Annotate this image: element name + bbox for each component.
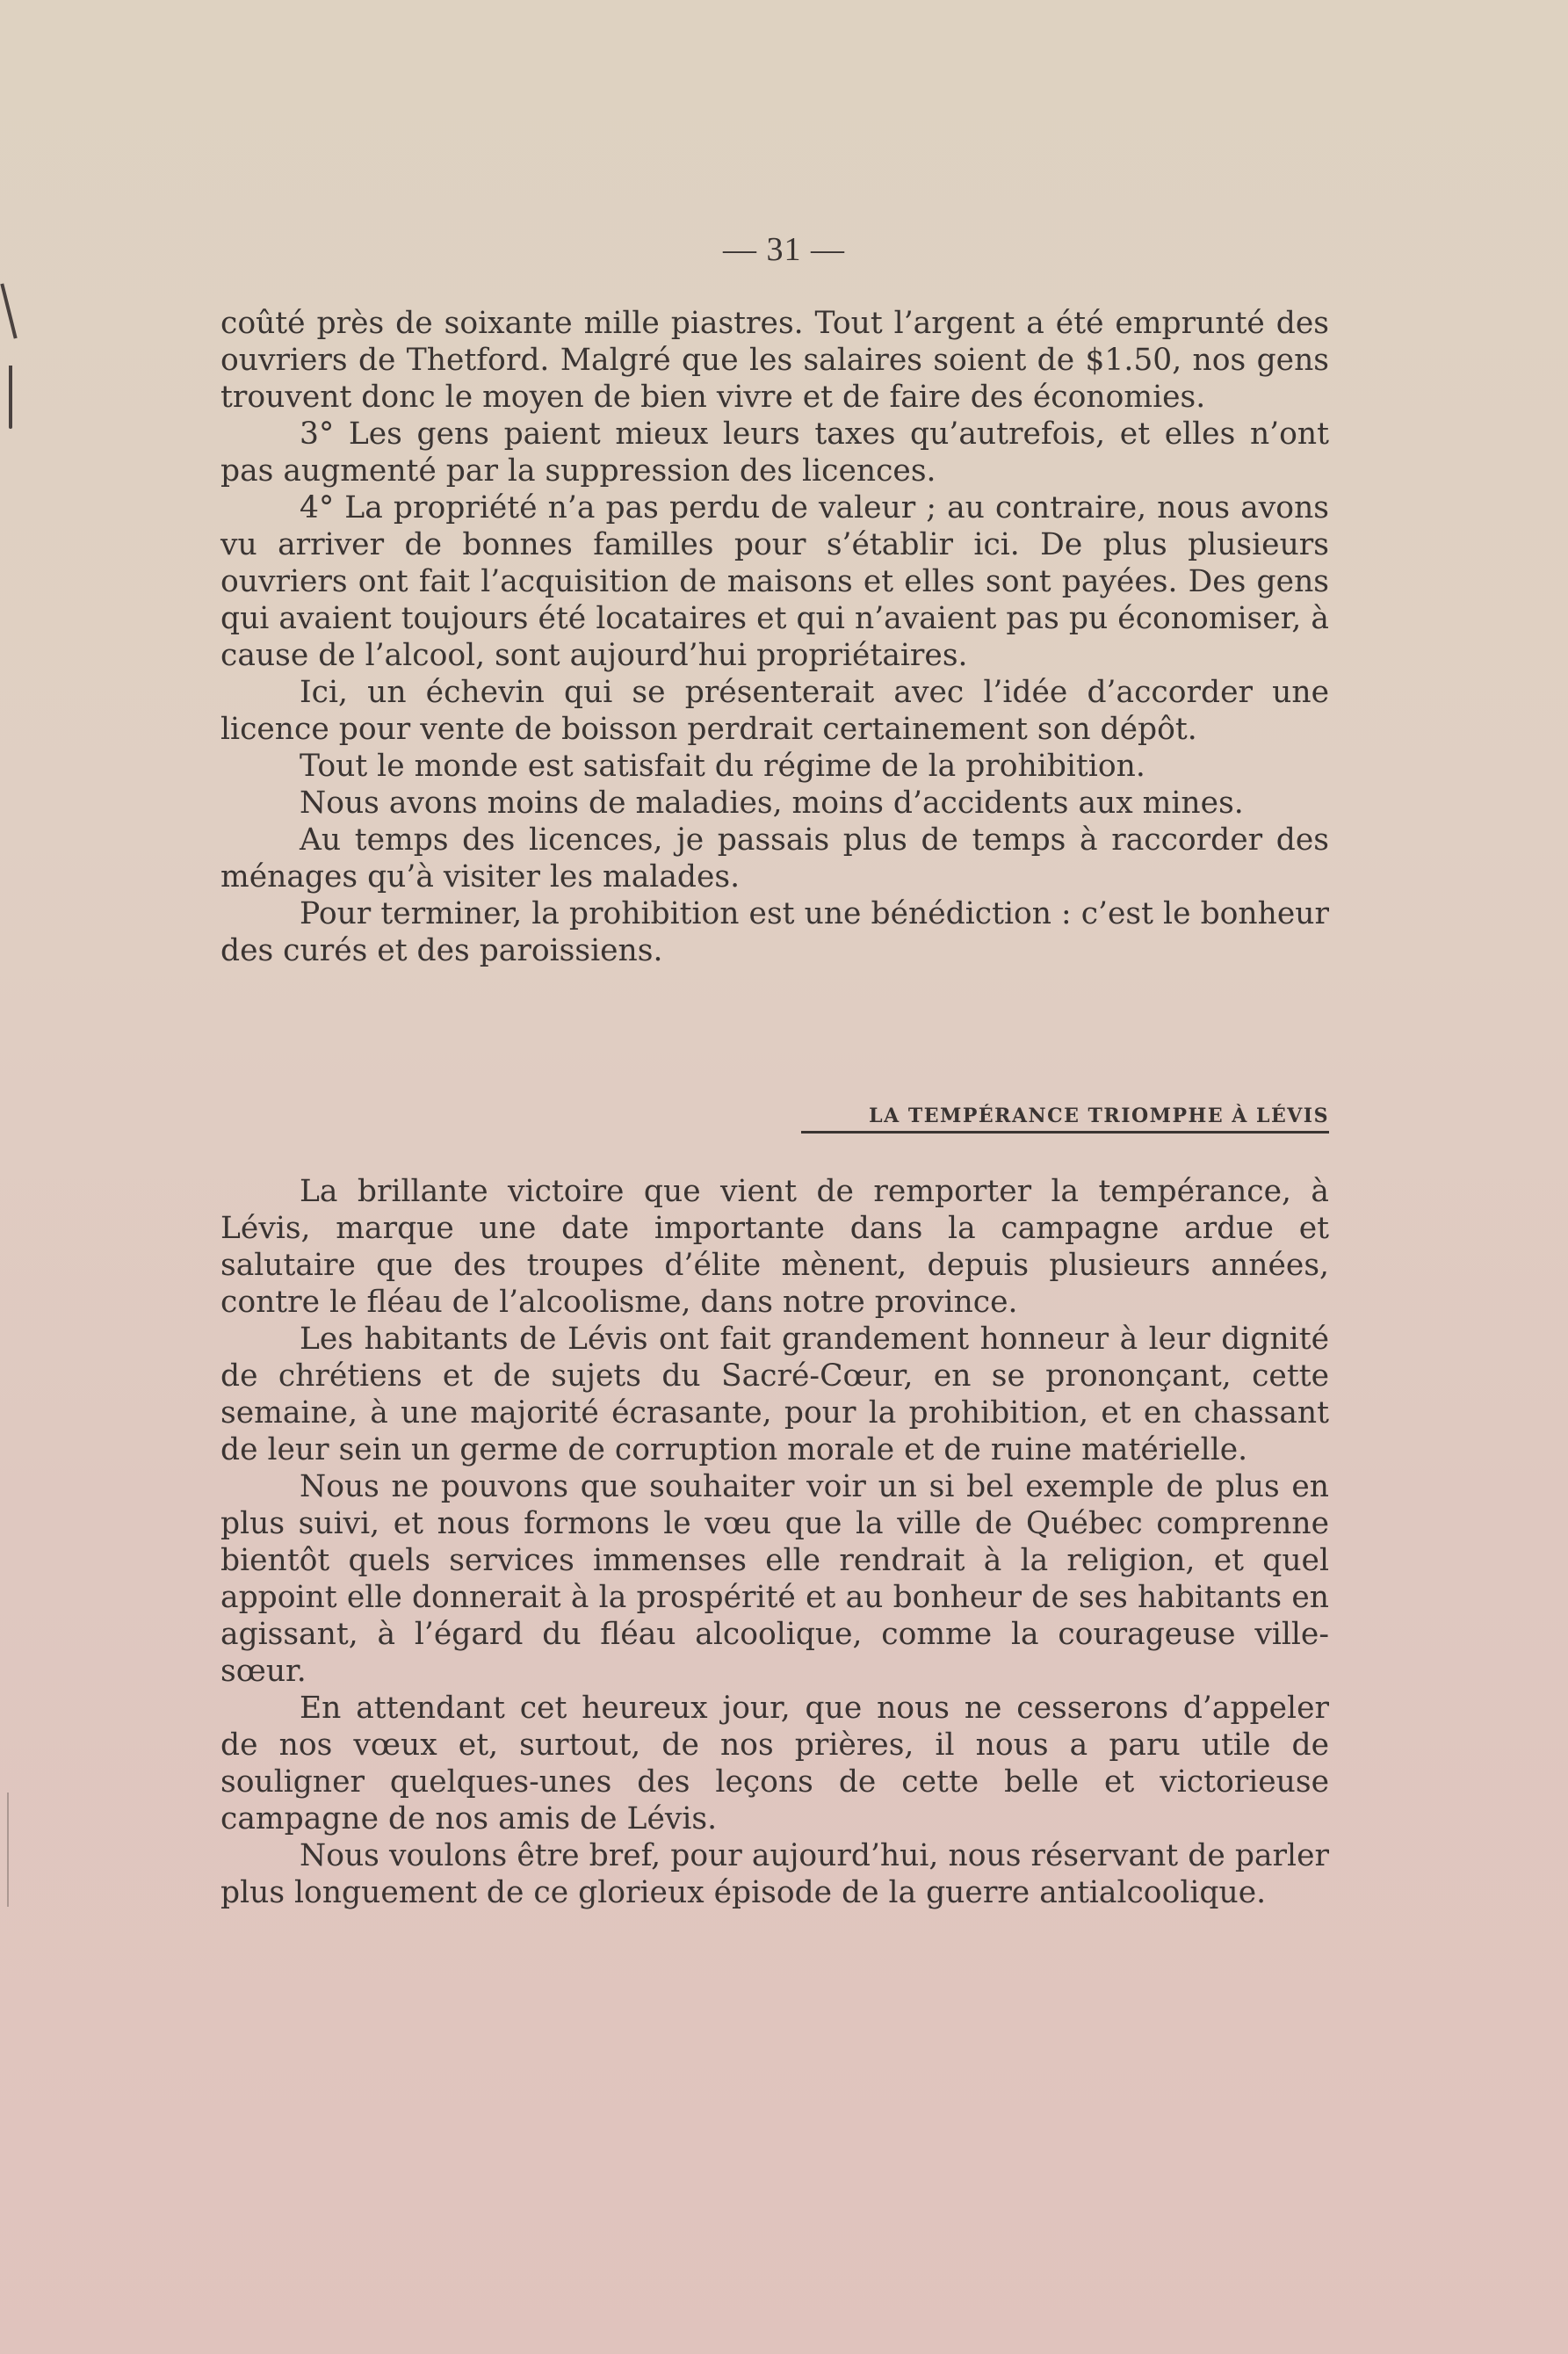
- paragraph: Les habitants de Lévis ont fait grandement honneur à leur dignité de chrétiens et de sujets du Sacré-Cœur, en se prononçant, cette semaine, à une majorité écrasante, pour la prohibition, et en chassant de leur sein un germe de corruption morale et de ruine matérielle.: [220, 1322, 1329, 1467]
- margin-binding-mark-low: [7, 1793, 9, 1907]
- paragraph: 3° Les gens paient mieux leurs taxes qu’autrefois, et elles n’ont pas augmenté par la suppression des licences.: [220, 416, 1329, 489]
- article-block: [220, 1173, 1329, 1911]
- paragraph: Nous voulons être bref, pour aujourd’hui, nous réservant de parler plus longuement de ce glorieux épisode de la guerre antialcoolique.: [220, 1838, 1329, 1910]
- paragraph: Pour terminer, la prohibition est une bénédiction : c’est le bonheur des curés et des paroissiens.: [220, 896, 1329, 968]
- paragraph: Au temps des licences, je passais plus de temps à raccorder des ménages qu’à visiter les malades.: [220, 822, 1329, 895]
- section-heading: LA TEMPÉRANCE TRIOMPHE À LÉVIS: [801, 1105, 1329, 1134]
- letter-excerpt-block: [220, 305, 1329, 969]
- paragraph: 4° La propriété n’a pas perdu de valeur ; au contraire, nous avons vu arriver de bonnes familles pour s’établir ici. De plus plusieurs ouvriers ont fait l’acquisition de maisons et elles sont payées. Des gens qui avaient toujours été locataires et qui n’avaient pas pu économiser, à cause de l’alcool, sont aujourd’hui propriétaires.: [220, 490, 1329, 673]
- margin-binding-mark-hook: [9, 366, 12, 429]
- paragraph: Ici, un échevin qui se présenterait avec l’idée d’accorder une licence pour vente de boisson perdrait certainement son dépôt.: [220, 675, 1329, 747]
- paragraph: Tout le monde est satisfait du régime de la prohibition.: [300, 749, 1145, 784]
- paragraph: coûté près de soixante mille piastres. Tout l’argent a été emprunté des ouvriers de Thetford. Malgré que les salaires soient de $1.50, nos gens trouvent donc le moyen de bien vivre et de faire des économies.: [220, 306, 1329, 415]
- page-number: — 31 —: [723, 231, 845, 268]
- paragraph: Nous ne pouvons que souhaiter voir un si bel exemple de plus en plus suivi, et nous formons le vœu que la ville de Québec comprenne bientôt quels services immenses elle rendrait à la religion, et quel appoint elle donnerait à la prospérité et au bonheur de ses habitants en agissant, à l’égard du fléau alcoolique, comme la courageuse ville-sœur.: [220, 1469, 1329, 1689]
- paragraph: En attendant cet heureux jour, que nous ne cesserons d’appeler de nos vœux et, surtout, de nos prières, il nous a paru utile de souligner quelques-unes des leçons de cette belle et victorieuse campagne de nos amis de Lévis.: [220, 1691, 1329, 1836]
- paragraph: Nous avons moins de maladies, moins d’accidents aux mines.: [300, 786, 1244, 821]
- paragraph: La brillante victoire que vient de remporter la tempérance, à Lévis, marque une date importante dans la campagne ardue et salutaire que des troupes d’élite mènent, depuis plusieurs années, contre le fléau de l’alcoolisme, dans notre province.: [220, 1174, 1329, 1320]
- margin-binding-mark-top: [0, 283, 17, 338]
